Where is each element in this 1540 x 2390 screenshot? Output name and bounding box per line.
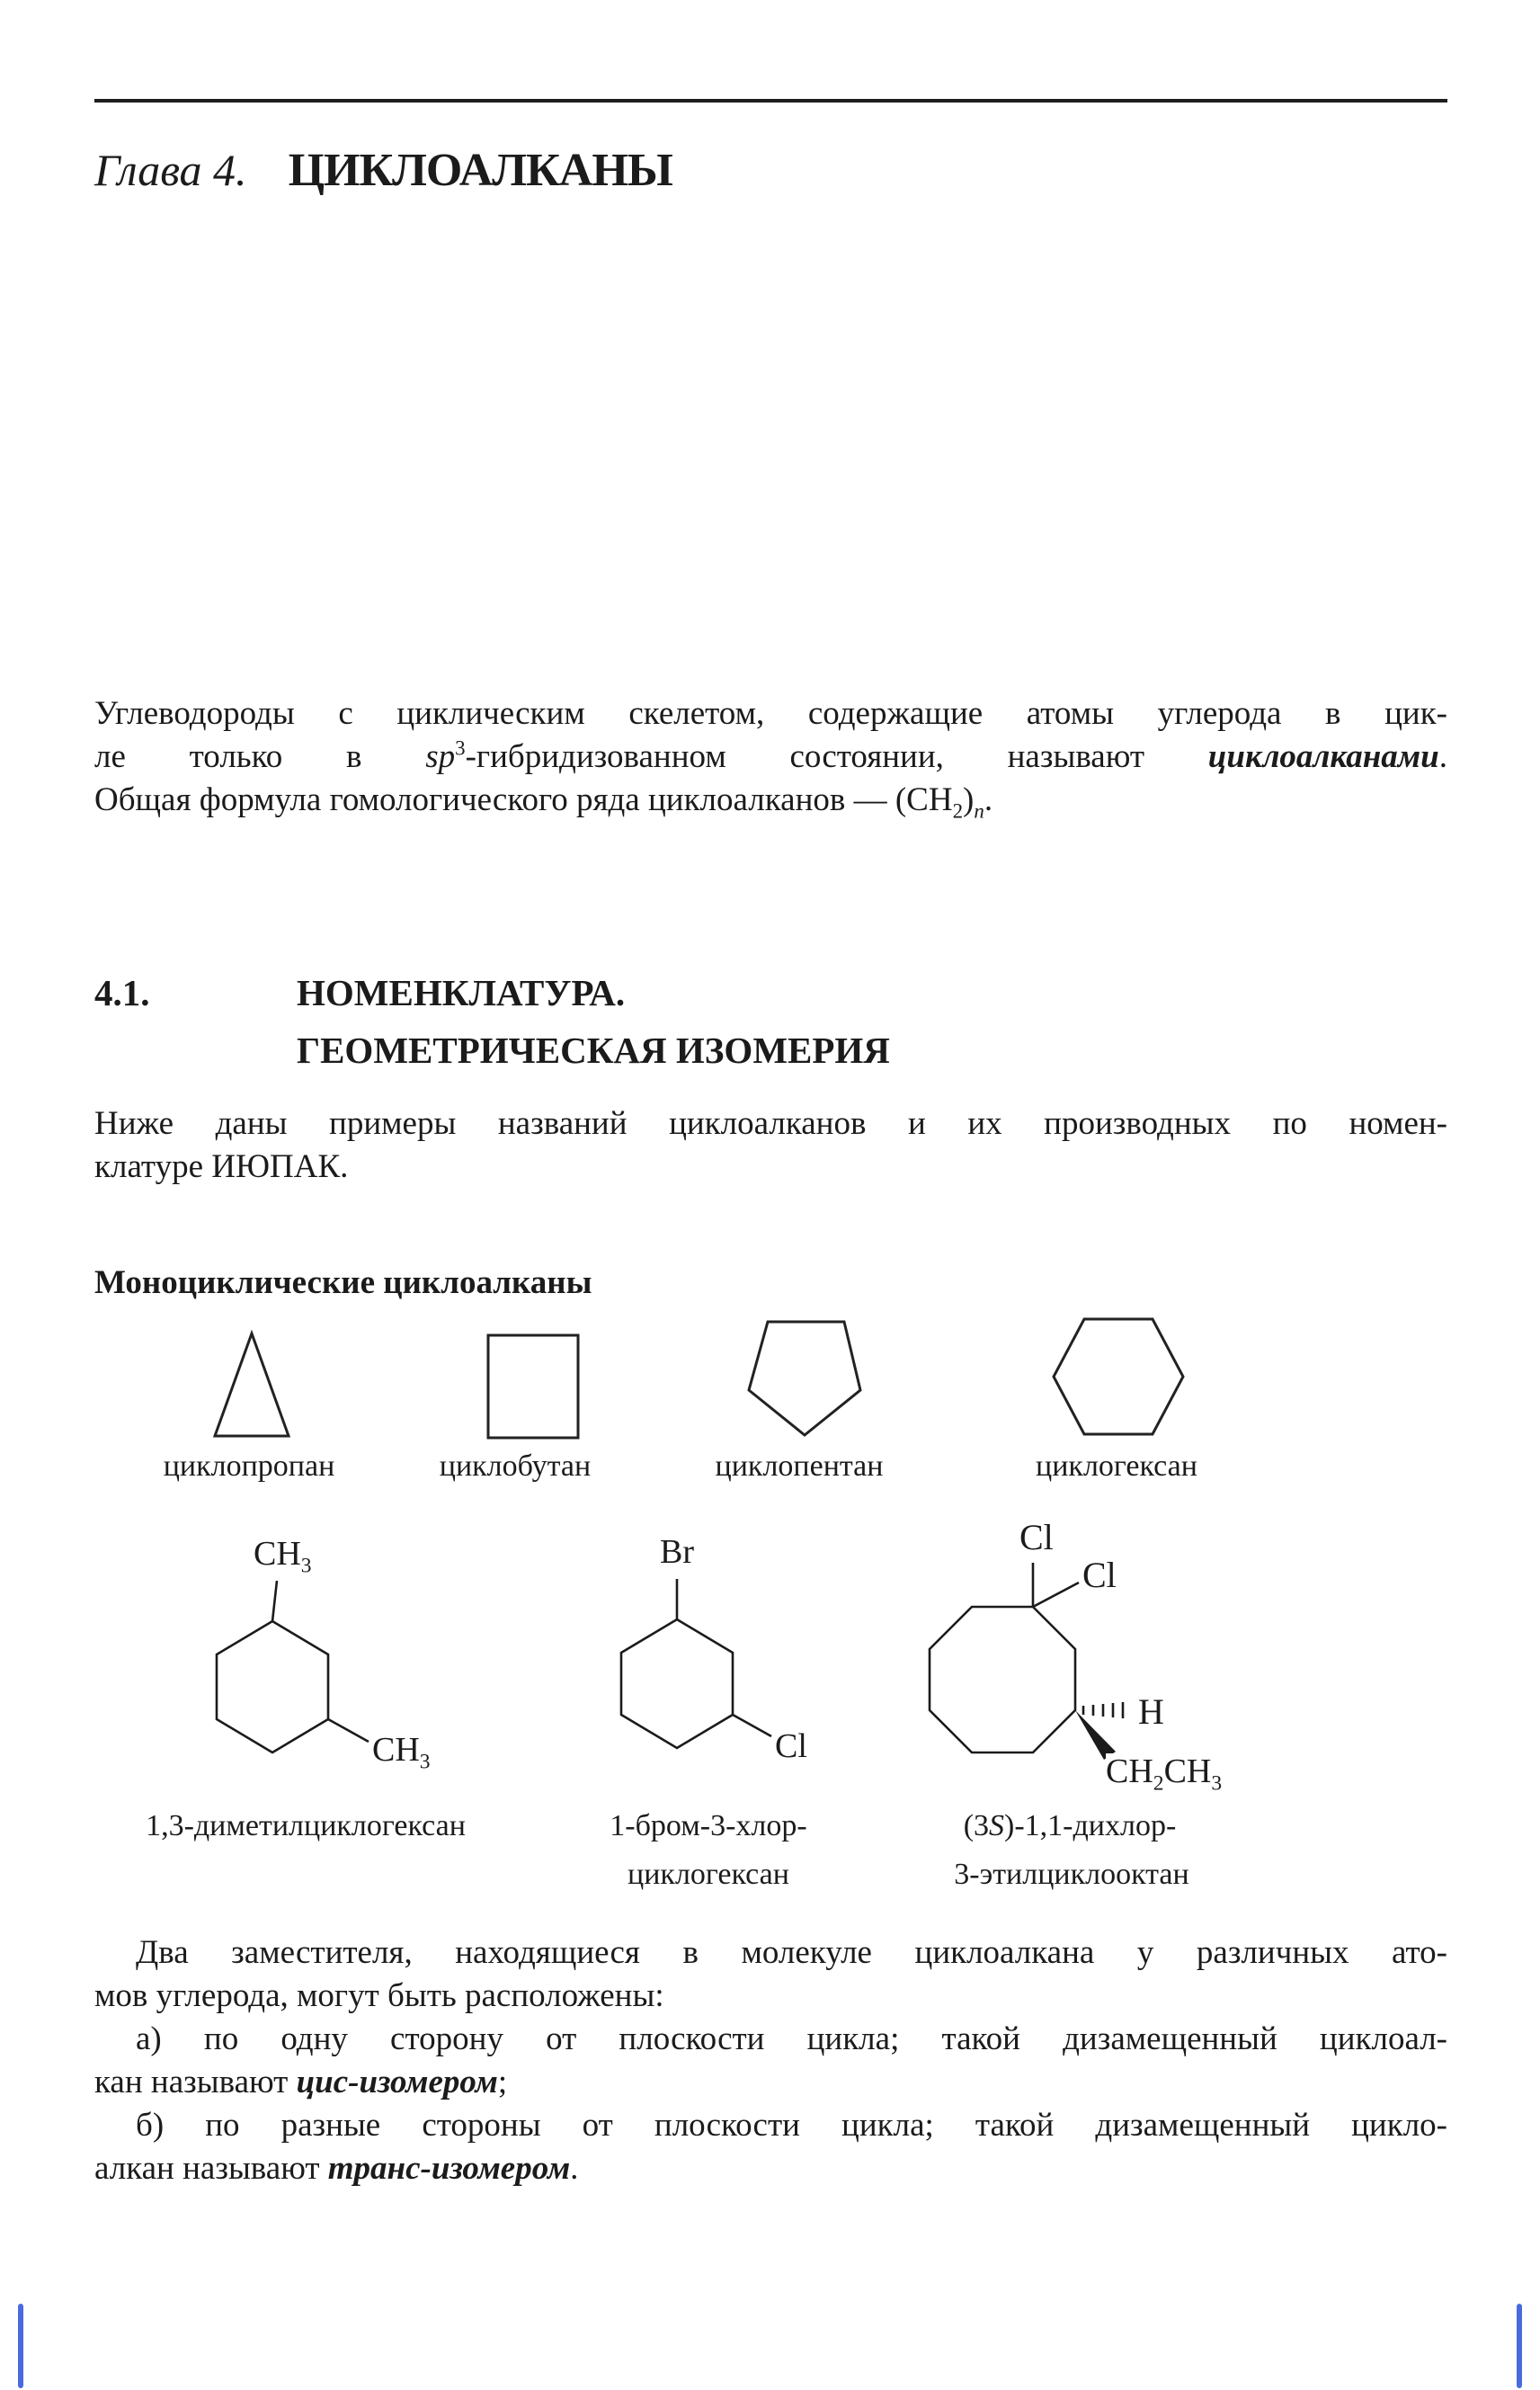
chapter-title: ЦИКЛОАЛКАНЫ	[288, 145, 672, 196]
text-run: клатуре ИЮПАК.	[94, 1148, 349, 1185]
text-run: H	[1138, 1691, 1164, 1732]
bromochlorocyclohexane-skeleton	[557, 1520, 881, 1789]
text-run: циклогексан	[628, 1858, 789, 1891]
bromochlorocyclohexane-structure	[557, 1520, 881, 1789]
text-line	[94, 1975, 1447, 2018]
chlorine-1-label	[1019, 1518, 1054, 1557]
nomenclature-paragraph	[94, 1102, 1447, 1189]
text-run: ;	[497, 2064, 508, 2100]
text-run: 2	[952, 799, 964, 823]
text-run: 1,3-диметилциклогексан	[146, 1809, 466, 1842]
text-run: )-1,1-дихлор-	[1004, 1809, 1177, 1842]
text-run: CH	[1163, 1752, 1212, 1790]
ethyl-label	[1106, 1752, 1223, 1796]
text-run: ле только в	[94, 738, 426, 775]
text-line	[94, 736, 1447, 779]
text-run: Cl	[1019, 1517, 1054, 1557]
text-line	[94, 2147, 1447, 2190]
cyclooctane-caption-line1	[964, 1809, 1177, 1843]
bromine-label	[660, 1534, 694, 1572]
text-run: 3	[300, 1554, 312, 1578]
text-run: 2	[1153, 1771, 1164, 1796]
hydrogen-label	[1138, 1692, 1164, 1732]
text-run: sp	[425, 738, 456, 775]
header-rule	[94, 99, 1447, 103]
chlorine-label	[775, 1728, 807, 1766]
section-title-line: НОМЕНКЛАТУРА.	[297, 972, 626, 1013]
scan-edge-mark-left	[18, 2304, 23, 2388]
text-run: 1-бром-3-хлор-	[610, 1809, 807, 1842]
methyl-top-label	[254, 1535, 312, 1578]
cyclopropane-label: циклопропан	[163, 1449, 335, 1483]
section-title	[297, 964, 890, 1079]
scan-edge-mark-right	[1517, 2304, 1522, 2388]
text-line	[94, 692, 1447, 736]
text-run: 3	[1211, 1771, 1223, 1796]
text-run: Углеводороды с циклическим скелетом, содержащие атомы углерода в цик-	[94, 695, 1447, 732]
intro-paragraph	[94, 692, 1447, 822]
text-run: Br	[660, 1533, 694, 1571]
text-line	[94, 2018, 1447, 2061]
cyclopentane-label: циклопентан	[715, 1449, 884, 1483]
bromochlorocyclohexane-caption-line2	[628, 1858, 789, 1892]
cyclobutane-label: циклобутан	[439, 1449, 592, 1483]
text-run: n	[974, 799, 984, 823]
text-run: 3	[455, 736, 466, 760]
text-run: -гибридизованном состоянии, называют	[465, 738, 1208, 775]
text-line	[94, 1931, 1447, 1975]
chapter-number: Глава 4.	[94, 145, 247, 195]
text-run: .	[570, 2150, 579, 2187]
text-run: б) по разные стороны от плоскости цикла; такой дизамещенный цикло-	[136, 2107, 1447, 2144]
text-line	[94, 779, 1447, 822]
chapter-heading	[94, 144, 672, 197]
text-run: Общая формула гомологического ряда циклоалканов — (CH	[94, 781, 953, 818]
monocyclic-heading: Моноциклические циклоалканы	[94, 1264, 592, 1301]
text-run: а) по одну сторону от плоскости цикла; такой дизамещенный циклоал-	[136, 2020, 1447, 2057]
text-run: (3	[963, 1809, 990, 1842]
text-run: цис-изомером	[296, 2064, 498, 2100]
text-run: Ниже даны примеры названий циклоалканов и их производных по номен-	[94, 1105, 1447, 1142]
text-run: 3	[419, 1750, 431, 1774]
text-line	[94, 2061, 1447, 2104]
section-title-line: ГЕОМЕТРИЧЕСКАЯ ИЗОМЕРИЯ	[297, 1030, 890, 1071]
text-run: S	[989, 1809, 1005, 1842]
text-run: .	[984, 781, 993, 818]
text-line	[94, 1102, 1447, 1146]
cis-trans-paragraph	[94, 1931, 1447, 2190]
cyclohexane-label: циклогексан	[1036, 1449, 1197, 1483]
dichloroethylcyclooctane-structure	[890, 1493, 1277, 1796]
cyclobutane-ring	[485, 1333, 581, 1440]
text-run: )	[963, 781, 975, 818]
text-run: Два заместителя, находящиеся в молекуле циклоалкана у различных ато-	[136, 1934, 1447, 1971]
cyclooctane-caption-line2	[954, 1858, 1188, 1892]
methyl-bottom-label	[372, 1731, 431, 1774]
text-run: Cl	[775, 1727, 807, 1765]
cyclopentane-ring	[746, 1315, 865, 1440]
text-line	[94, 1146, 1447, 1189]
text-run: 3-этилциклооктан	[954, 1858, 1189, 1891]
text-run: CH	[372, 1731, 420, 1769]
chlorine-2-label	[1082, 1556, 1117, 1595]
text-run: .	[1438, 738, 1447, 775]
bromochlorocyclohexane-caption-line1	[610, 1809, 806, 1843]
text-run: кан называют	[94, 2064, 297, 2100]
text-line	[94, 2104, 1447, 2147]
dimethylcyclohexane-caption	[146, 1809, 466, 1843]
section-heading	[94, 964, 890, 1079]
text-run: мов углерода, могут быть расположены:	[94, 1977, 664, 2014]
section-number: 4.1.	[94, 972, 150, 1013]
text-run: Cl	[1082, 1555, 1117, 1595]
dimethylcyclohexane-skeleton	[162, 1527, 485, 1788]
dimethylcyclohexane-structure	[162, 1527, 485, 1788]
text-run: транс-изомером	[327, 2150, 571, 2187]
text-run: алкан называют	[94, 2150, 328, 2187]
cyclohexane-ring	[1050, 1315, 1187, 1439]
dichloroethylcyclooctane-skeleton	[890, 1493, 1277, 1789]
text-run: CH	[1106, 1752, 1153, 1790]
text-run: циклоалканами	[1207, 738, 1439, 775]
cyclopropane-ring	[209, 1326, 299, 1441]
text-run: CH	[254, 1535, 301, 1573]
